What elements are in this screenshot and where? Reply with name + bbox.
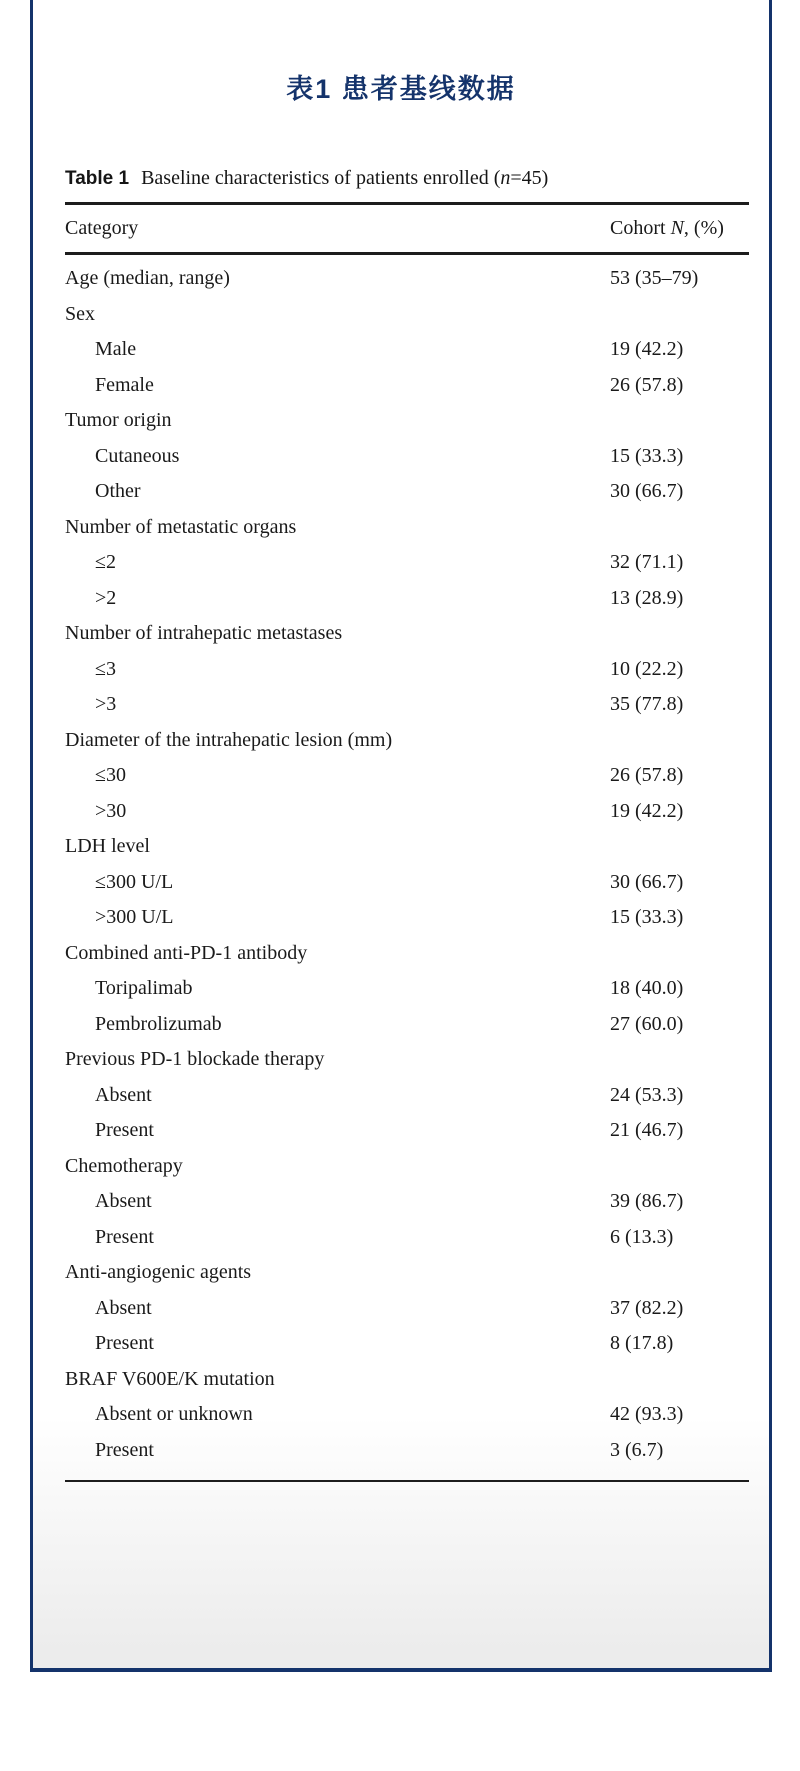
table-row (65, 829, 749, 865)
row-value: 39 (86.7) (610, 1190, 684, 1213)
row-value: 30 (66.7) (610, 870, 684, 893)
row-value: 24 (53.3) (610, 1083, 684, 1106)
table-row (65, 297, 749, 333)
row-value: 15 (33.3) (610, 444, 684, 467)
row-label: >300 U/L (95, 906, 174, 929)
table-row (65, 1220, 749, 1256)
table-caption (65, 167, 749, 190)
table-bottom-rule (65, 1480, 749, 1482)
table-row (65, 1362, 749, 1398)
table-caption-text: Baseline characteristics of patients enrolled (n=45) (141, 167, 549, 189)
table-row (65, 474, 749, 510)
table-row (65, 1078, 749, 1114)
row-label: ≤300 U/L (95, 870, 174, 893)
row-label: Male (95, 338, 137, 361)
table-row (65, 652, 749, 688)
row-label: Absent (95, 1296, 152, 1319)
row-value: 42 (93.3) (610, 1403, 684, 1426)
table-caption-label: Table 1 (65, 168, 130, 189)
row-label: Toripalimab (95, 977, 193, 1000)
table-row (65, 900, 749, 936)
table-row (65, 1326, 749, 1362)
table-row (65, 368, 749, 404)
table-row (65, 510, 749, 546)
row-label: Present (95, 1438, 154, 1461)
row-label: >2 (95, 586, 117, 609)
row-value: 26 (57.8) (610, 373, 684, 396)
content-card (30, 0, 772, 1672)
row-label: Absent or unknown (95, 1403, 253, 1426)
table-row (65, 1007, 749, 1043)
row-value: 13 (28.9) (610, 586, 684, 609)
row-value: 18 (40.0) (610, 977, 684, 1000)
row-value: 21 (46.7) (610, 1119, 684, 1142)
row-label: Combined anti-PD-1 antibody (65, 941, 308, 964)
row-label: Anti-angiogenic agents (65, 1261, 252, 1284)
row-label: Chemotherapy (65, 1154, 183, 1177)
table-row (65, 1255, 749, 1291)
row-label: LDH level (65, 835, 150, 858)
table-row (65, 758, 749, 794)
row-value: 37 (82.2) (610, 1296, 684, 1319)
table-row (65, 616, 749, 652)
row-value: 19 (42.2) (610, 338, 684, 361)
table-row (65, 794, 749, 830)
row-value: 3 (6.7) (610, 1438, 664, 1461)
row-label: Sex (65, 302, 95, 325)
row-label: >3 (95, 693, 117, 716)
table-row (65, 403, 749, 439)
row-value: 26 (57.8) (610, 764, 684, 787)
row-label: Absent (95, 1083, 152, 1106)
row-value: 15 (33.3) (610, 906, 684, 929)
table-row (65, 1149, 749, 1185)
row-label: Pembrolizumab (95, 1012, 222, 1035)
table-row (65, 1397, 749, 1433)
row-label: Number of intrahepatic metastases (65, 622, 343, 645)
table-row (65, 865, 749, 901)
column-header-cohort: Cohort N, (%) (610, 217, 724, 239)
row-value: 19 (42.2) (610, 799, 684, 822)
table-header-row (65, 205, 749, 252)
baseline-characteristics-table (65, 167, 749, 1482)
table-body (65, 255, 749, 1480)
row-label: Present (95, 1119, 154, 1142)
row-value: 30 (66.7) (610, 480, 684, 503)
table-row (65, 545, 749, 581)
table-row (65, 936, 749, 972)
row-label: Previous PD-1 blockade therapy (65, 1048, 325, 1071)
row-label: Age (median, range) (65, 267, 230, 290)
row-label: BRAF V600E/K mutation (65, 1367, 275, 1390)
row-value: 35 (77.8) (610, 693, 684, 716)
row-value: 10 (22.2) (610, 657, 684, 680)
row-label: ≤3 (95, 657, 116, 680)
row-value: 53 (35–79) (610, 267, 699, 290)
row-label: Diameter of the intrahepatic lesion (mm) (65, 728, 393, 751)
table-row (65, 332, 749, 368)
column-header-category: Category (65, 217, 139, 239)
row-label: Female (95, 373, 154, 396)
table-row (65, 1291, 749, 1327)
row-label: ≤2 (95, 551, 116, 574)
table-row (65, 261, 749, 297)
row-label: Present (95, 1225, 154, 1248)
table-row (65, 581, 749, 617)
table-row (65, 687, 749, 723)
row-value: 27 (60.0) (610, 1012, 684, 1035)
page-title: 表1 患者基线数据 (286, 74, 516, 104)
row-label: Absent (95, 1190, 152, 1213)
table-row (65, 1113, 749, 1149)
table-row (65, 1433, 749, 1469)
table-row (65, 1184, 749, 1220)
row-label: >30 (95, 799, 127, 822)
row-label: Number of metastatic organs (65, 515, 297, 538)
row-label: Tumor origin (65, 409, 172, 432)
row-value: 8 (17.8) (610, 1332, 674, 1355)
table-row (65, 971, 749, 1007)
row-label: ≤30 (95, 764, 126, 787)
row-value: 32 (71.1) (610, 551, 684, 574)
table-row (65, 439, 749, 475)
row-label: Other (95, 480, 141, 503)
row-value: 6 (13.3) (610, 1225, 674, 1248)
table-row (65, 723, 749, 759)
table-row (65, 1042, 749, 1078)
row-label: Present (95, 1332, 154, 1355)
row-label: Cutaneous (95, 444, 180, 467)
